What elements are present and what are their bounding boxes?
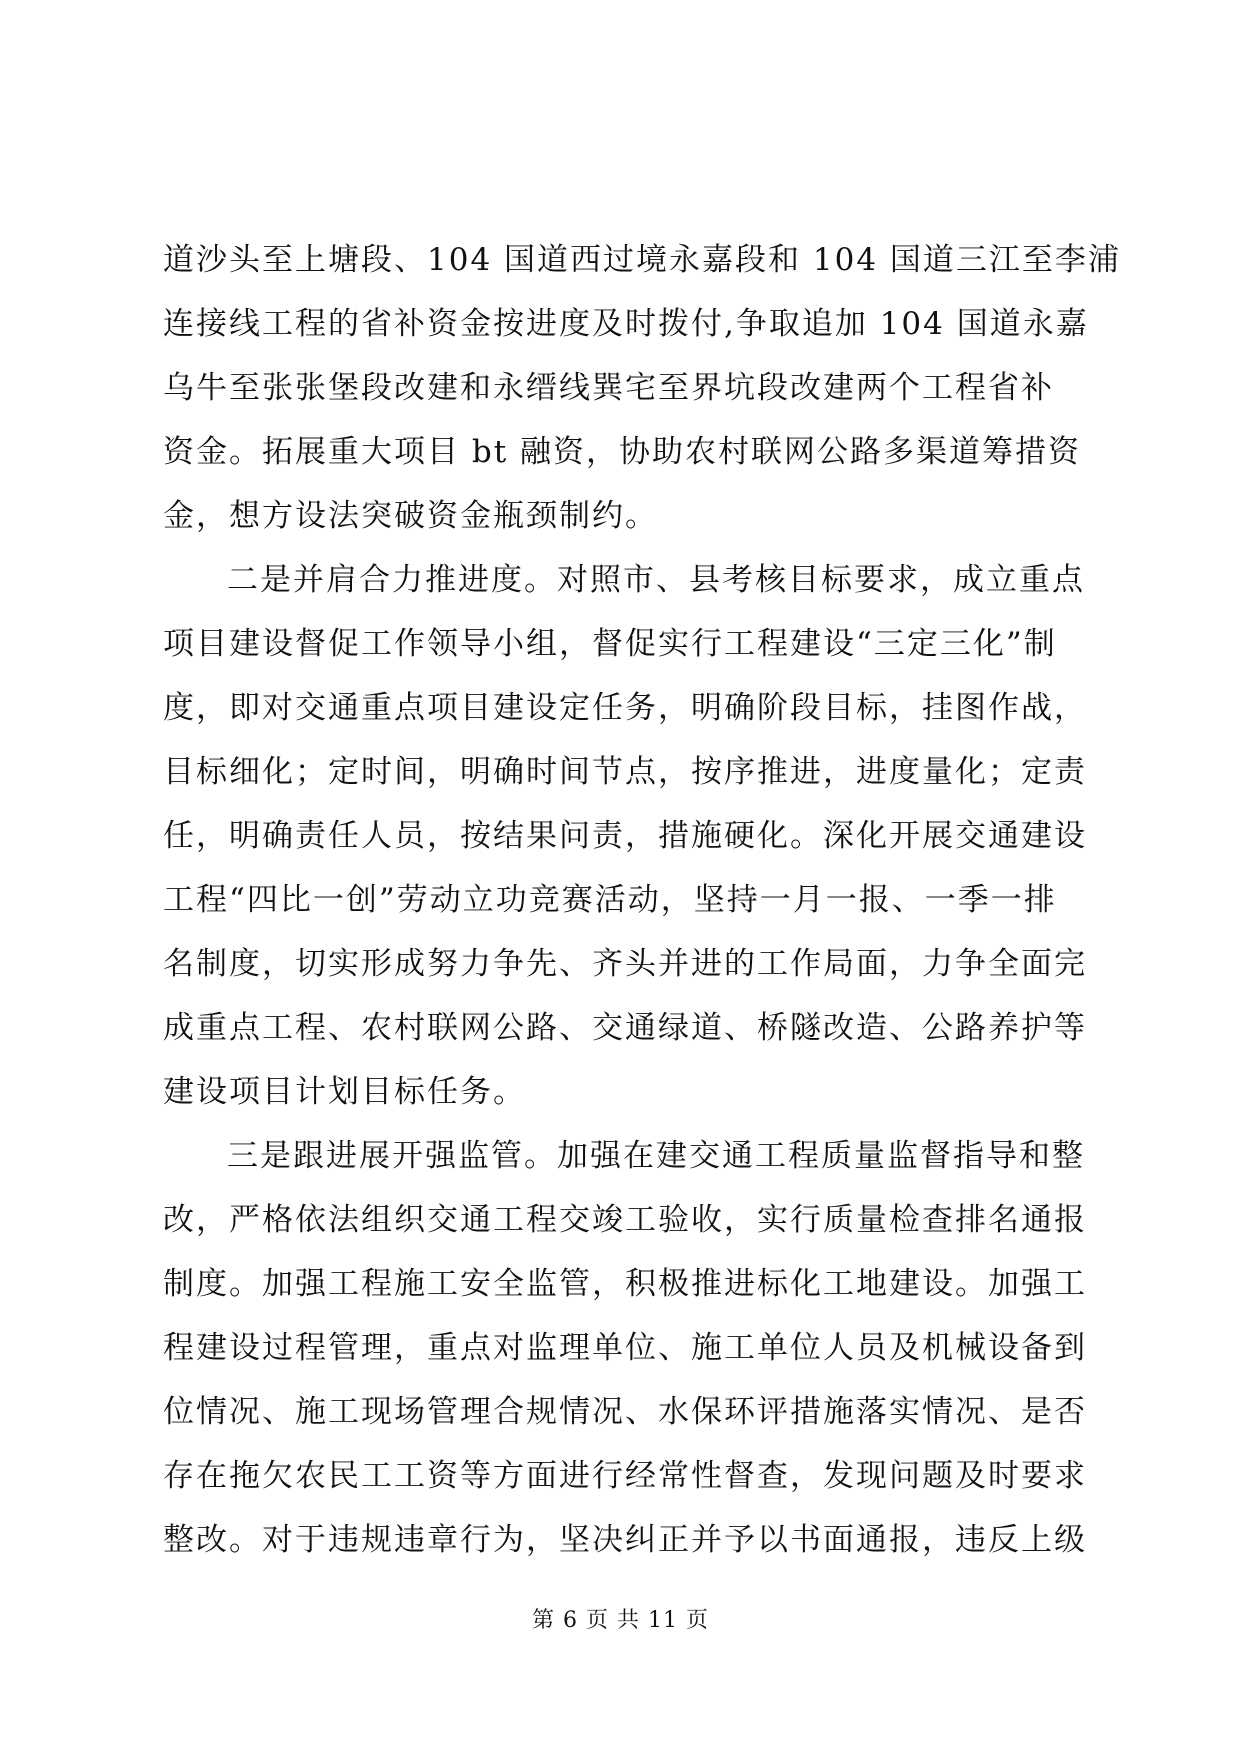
text-line: 三是跟进展开强监管。加强在建交通工程质量监督指导和整 (227, 1138, 1085, 1174)
text-line: 工程“四比一创”劳动立功竞赛活动，坚持一月一报、一季一排 (163, 882, 1057, 918)
text-line: 目标细化；定时间，明确时间节点，按序推进，进度量化；定责 (163, 754, 1087, 790)
text-line: 项目建设督促工作领导小组，督促实行工程建设“三定三化”制 (163, 626, 1057, 662)
paragraph-three (163, 1124, 1087, 1572)
page-number-footer: 第 6 页 共 11 页 (532, 1608, 709, 1633)
text-line: 度，即对交通重点项目建设定任务，明确阶段目标，挂图作战， (163, 690, 1087, 726)
text-line: 成重点工程、农村联网公路、交通绿道、桥隧改造、公路养护等 (163, 1010, 1087, 1046)
text-line: 改，严格依法组织交通工程交竣工验收，实行质量检查排名通报 (163, 1202, 1087, 1238)
paragraph-continued (163, 228, 1121, 548)
text-line: 建设项目计划目标任务。 (163, 1074, 526, 1110)
document-body (163, 228, 1121, 1572)
text-line: 存在拖欠农民工工资等方面进行经常性督查，发现问题及时要求 (163, 1458, 1087, 1494)
text-line: 道沙头至上塘段、104 国道西过境永嘉段和 104 国道三江至李浦 (163, 242, 1121, 278)
text-line: 名制度，切实形成努力争先、齐头并进的工作局面，力争全面完 (163, 946, 1087, 982)
text-line: 任，明确责任人员，按结果问责，措施硬化。深化开展交通建设 (163, 818, 1087, 854)
text-line: 制度。加强工程施工安全监管，积极推进标化工地建设。加强工 (163, 1266, 1087, 1302)
text-line: 位情况、施工现场管理合规情况、水保环评措施落实情况、是否 (163, 1394, 1087, 1430)
paragraph-two (163, 548, 1087, 1124)
text-line: 程建设过程管理，重点对监理单位、施工单位人员及机械设备到 (163, 1330, 1087, 1366)
text-line: 二是并肩合力推进度。对照市、县考核目标要求，成立重点 (227, 562, 1085, 598)
text-line: 连接线工程的省补资金按进度及时拨付,争取追加 104 国道永嘉 (163, 306, 1089, 342)
text-line: 整改。对于违规违章行为，坚决纠正并予以书面通报，违反上级 (163, 1522, 1087, 1558)
text-line: 金，想方设法突破资金瓶颈制约。 (163, 498, 658, 534)
text-line: 乌牛至张张堡段改建和永缙线巽宅至界坑段改建两个工程省补 (163, 370, 1054, 406)
text-line: 资金。拓展重大项目 bt 融资，协助农村联网公路多渠道筹措资 (163, 434, 1082, 470)
